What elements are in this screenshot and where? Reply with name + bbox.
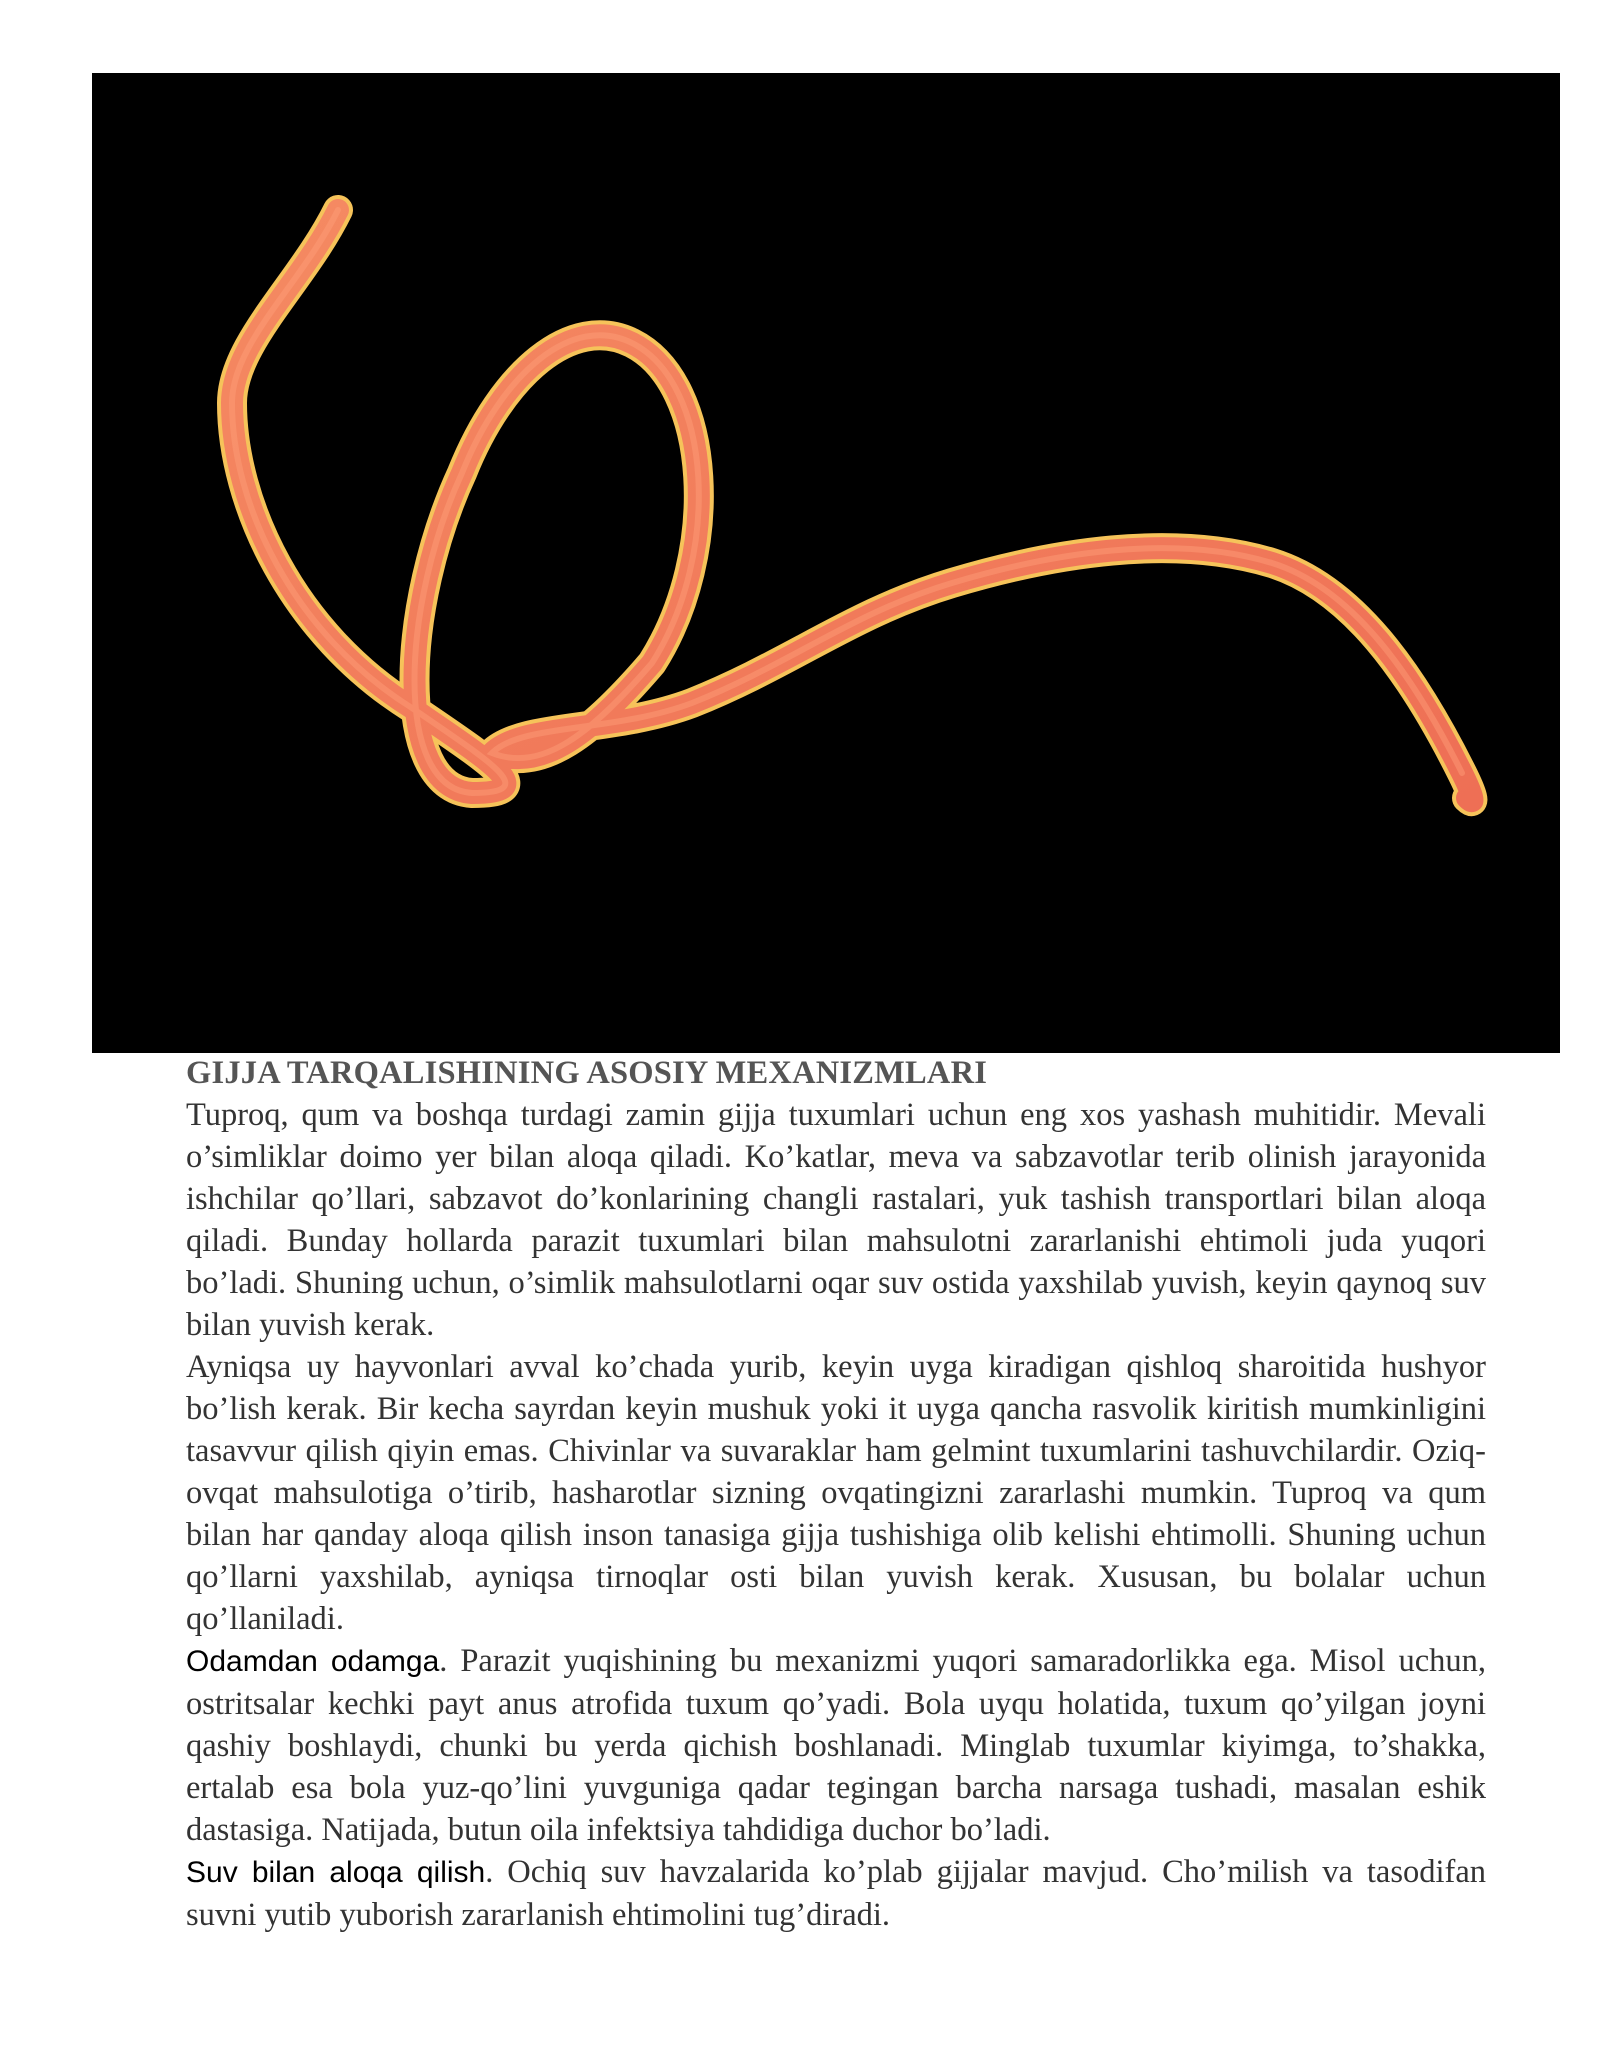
paragraph-text: Ayniqsa uy hayvonlari avval ko’chada yurib, keyin uyga kiradigan qishloq sharoitida hushyor bo’lish kerak. Bir kecha sayrdan keyin mushuk yoki it uyga qancha rasvolik kiritish mumkinligini tasavvur qilish qiyin emas. Chivinlar va suvaraklar ham gelmint tuxumlarini tashuvchilardir. Oziq-ovqat mahsulotiga o’tirib, hasharotlar sizning ovqatingizni zararlashi mumkin. Tuproq va qum bilan har qanday aloqa qilish inson tanasiga gijja tushishiga olib kelishi ehtimolli. Shuning uchun qo’llarni yaxshilab, ayniqsa tirnoqlar osti bilan yuvish kerak. Xususan, bu bolalar uchun qo’llaniladi.	[186, 1349, 1486, 1637]
paragraph-text: . Parazit yuqishining bu mexanizmi yuqori samaradorlikka ega. Misol uchun, ostritsalar kechki payt anus atrofida tuxum qo’yadi. Bola uyqu holatida, tuxum qo’yilgan joyni qashiy boshlaydi, chunki bu yerda qichish boshlanadi. Minglab tuxumlar kiyimga, to’shakka, ertalab esa bola yuz-qo’lini yuvguniga qadar tegingan barcha narsaga tushadi, masalan eshik dastasiga. Natijada, butun oila infektsiya tahdidiga duchor bo’ladi.	[186, 1643, 1486, 1848]
paragraph-lead: Suv bilan aloqa qilish	[186, 1856, 486, 1889]
article	[186, 1052, 1486, 1936]
paragraph-lead: Odamdan odamga	[186, 1645, 440, 1678]
worm-figure	[92, 73, 1560, 1053]
figure-background	[92, 73, 1560, 1053]
paragraph-text: Tuproq, qum va boshqa turdagi zamin gijja tuxumlari uchun eng xos yashash muhitidir. Mevali o’simliklar doimo yer bilan aloqa qiladi. Ko’katlar, meva va sabzavotlar terib olinish jarayonida ishchilar qo’llari, sabzavot do’konlarining changli rastalari, yuk tashish transportlari bilan aloqa qiladi. Bunday hollarda parazit tuxumlari bilan mahsulotni zararlanishi ehtimoli juda yuqori bo’ladi. Shuning uchun, o’simlik mahsulotlarni oqar suv ostida yaxshilab yuvish, keyin qaynoq suv bilan yuvish kerak.	[186, 1097, 1486, 1343]
paragraph-water-contact	[186, 1851, 1486, 1936]
article-heading: GIJJA TARQALISHINING ASOSIY MEXANIZMLARI	[186, 1055, 988, 1091]
paragraph-person-to-person	[186, 1640, 1486, 1851]
paragraph-soil	[186, 1094, 1486, 1346]
paragraph-text: . Ochiq suv havzalarida ko’plab gijjalar mavjud. Cho’milish va tasodifan suvni yutib yuborish zararlanish ehtimolini tug’diradi.	[186, 1854, 1486, 1933]
worm-illustration	[92, 73, 1560, 1053]
paragraph-pets-insects	[186, 1346, 1486, 1640]
